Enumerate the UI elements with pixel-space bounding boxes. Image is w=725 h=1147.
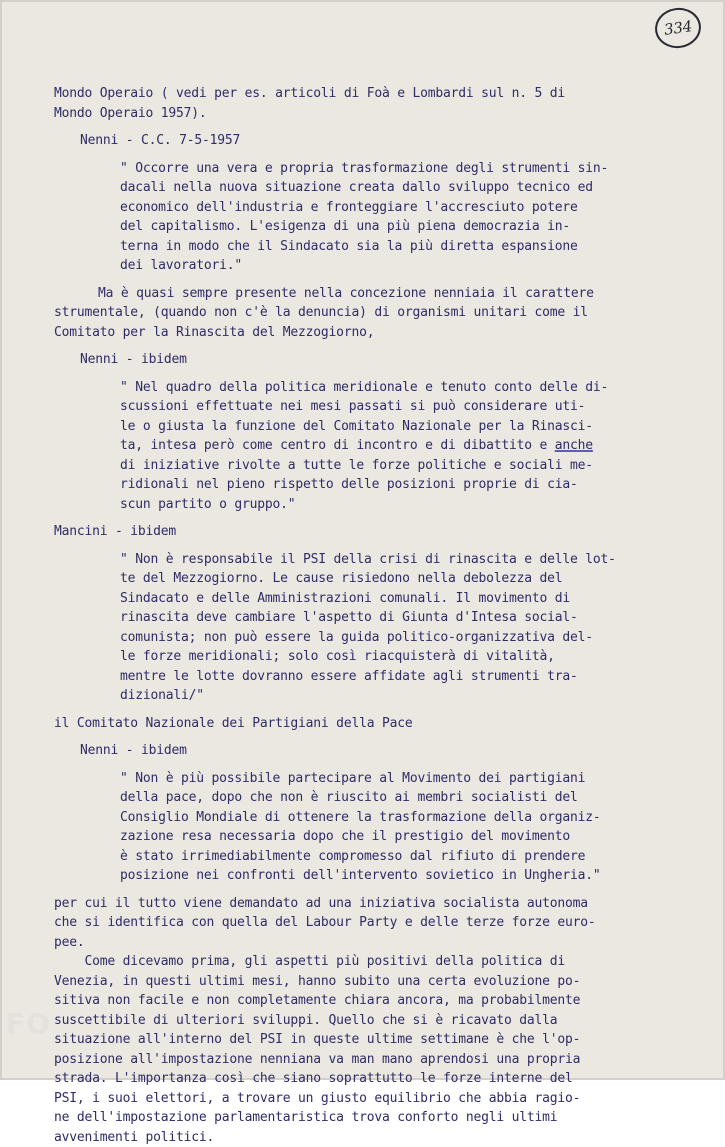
speaker-heading: Nenni - ibidem [80,741,723,761]
text-line: ne dell'impostazione parlamentaristica trova conforto negli ultimi [54,1108,723,1128]
nenni-heading-1 [80,131,723,151]
quote-line: te del Mezzogiorno. Le cause risiedono nella debolezza del [120,569,723,589]
underlined-word: anche [555,438,593,453]
quote-line: mentre le lotte dovranno essere affidate agli strumenti tra- [120,667,723,687]
text-line: PSI, i suoi elettori, a trovare un giusto equilibrio che abbia ragio- [54,1089,723,1109]
mancini-heading [54,522,723,542]
quote-line: della pace, dopo che non è riuscito ai membri socialisti del [120,788,723,808]
paragraph-3 [54,952,723,1147]
comitato-heading [54,714,723,734]
quote-line: le forze meridionali; solo così riacquisterà di vitalità, [120,647,723,667]
page-number-stamp: 334 [652,5,703,51]
quote-line: posizione nei confronti dell'intervento sovietico in Ungheria." [120,866,723,886]
text-line: che si identifica con quella del Labour Party e delle terze forze euro- [54,913,723,933]
archive-watermark: FO [6,1007,51,1040]
text-line: Come dicevamo prima, gli aspetti più positivi della politica di [54,952,723,972]
quote-line: Sindacato e delle Amministrazioni comunali. Il movimento di [120,589,723,609]
text-line: Mondo Operaio 1957). [54,104,723,124]
text-line: Ma è quasi sempre presente nella concezione nenniaia il carattere [54,284,723,304]
quote-block-4 [120,769,723,886]
quote-line: Consiglio Mondiale di ottenere la trasformazione della organiz- [120,808,723,828]
section-heading: il Comitato Nazionale dei Partigiani della Pace [54,714,723,734]
text-line: sitiva non facile e non completamente chiara ancora, ma probabilmente [54,991,723,1011]
nenni-heading-2 [80,350,723,370]
text-line: Venezia, in questi ultimi mesi, hanno subito una certa evoluzione po- [54,972,723,992]
paragraph-2 [54,894,723,953]
quote-line: zazione resa necessaria dopo che il prestigio del movimento [120,827,723,847]
text-line: avvenimenti politici. [54,1128,723,1147]
quote-line: comunista; non può essere la guida politico-organizzativa del- [120,628,723,648]
quote-line: scussioni effettuate nei mesi passati si può considerare uti- [120,397,723,417]
quote-line: " Nel quadro della politica meridionale e tenuto conto delle di- [120,378,723,398]
text-line: Mondo Operaio ( vedi per es. articoli di Foà e Lombardi sul n. 5 di [54,84,723,104]
speaker-heading: Nenni - C.C. 7-5-1957 [80,131,723,151]
text-line: suscettibile di ulteriori sviluppi. Quello che si è ricavato dalla [54,1011,723,1031]
speaker-heading: Nenni - ibidem [80,350,723,370]
quote-line: scun partito o gruppo." [120,495,723,515]
text-line: pee. [54,933,723,953]
quote-line: dacali nella nuova situazione creata dallo sviluppo tecnico ed [120,178,723,198]
quote-line: dei lavoratori." [120,256,723,276]
quote-line: ridionali nel pieno rispetto delle posizioni proprie di cia- [120,475,723,495]
quote-block-3 [120,550,723,706]
speaker-heading: Mancini - ibidem [54,522,723,542]
quote-line: le o giusta la funzione del Comitato Nazionale per la Rinasci- [120,417,723,437]
text-line: strada. L'importanza così che siano soprattutto le forze interne del [54,1069,723,1089]
text-line: per cui il tutto viene demandato ad una iniziativa socialista autonoma [54,894,723,914]
quote-block-2 [120,378,723,515]
quote-line: è stato irrimediabilmente compromesso dal rifiuto di prendere [120,847,723,867]
quote-line: rinascita deve cambiare l'aspetto di Giunta d'Intesa social- [120,608,723,628]
quote-line-underlined: ta, intesa però come centro di incontro e di dibattito e anche [120,436,723,456]
quote-line: terna in modo che il Sindacato sia la più diretta espansione [120,237,723,257]
nenni-heading-3 [80,741,723,761]
paragraph-1 [54,284,723,343]
intro-paragraph [54,84,723,123]
quote-line: " Occorre una vera e propria trasformazione degli strumenti sin- [120,159,723,179]
quote-line: economico dell'industria e fronteggiare l'accresciuto potere [120,198,723,218]
text-line: Comitato per la Rinascita del Mezzogiorno, [54,323,723,343]
text-line: posizione all'impostazione nenniana va man mano aprendosi una propria [54,1050,723,1070]
quote-line: dizionali/" [120,686,723,706]
text-line: strumentale, (quando non c'è la denuncia) di organismi unitari come il [54,303,723,323]
quote-line: " Non è responsabile il PSI della crisi di rinascita e delle lot- [120,550,723,570]
quote-line: di iniziative rivolte a tutte le forze politiche e sociali me- [120,456,723,476]
quote-line: " Non è più possibile partecipare al Movimento dei partigiani [120,769,723,789]
typed-text [2,84,723,1147]
quote-line: del capitalismo. L'esigenza di una più piena democrazia in- [120,217,723,237]
text-line: situazione all'interno del PSI in queste ultime settimane è che l'op- [54,1030,723,1050]
quote-block-1 [120,159,723,276]
